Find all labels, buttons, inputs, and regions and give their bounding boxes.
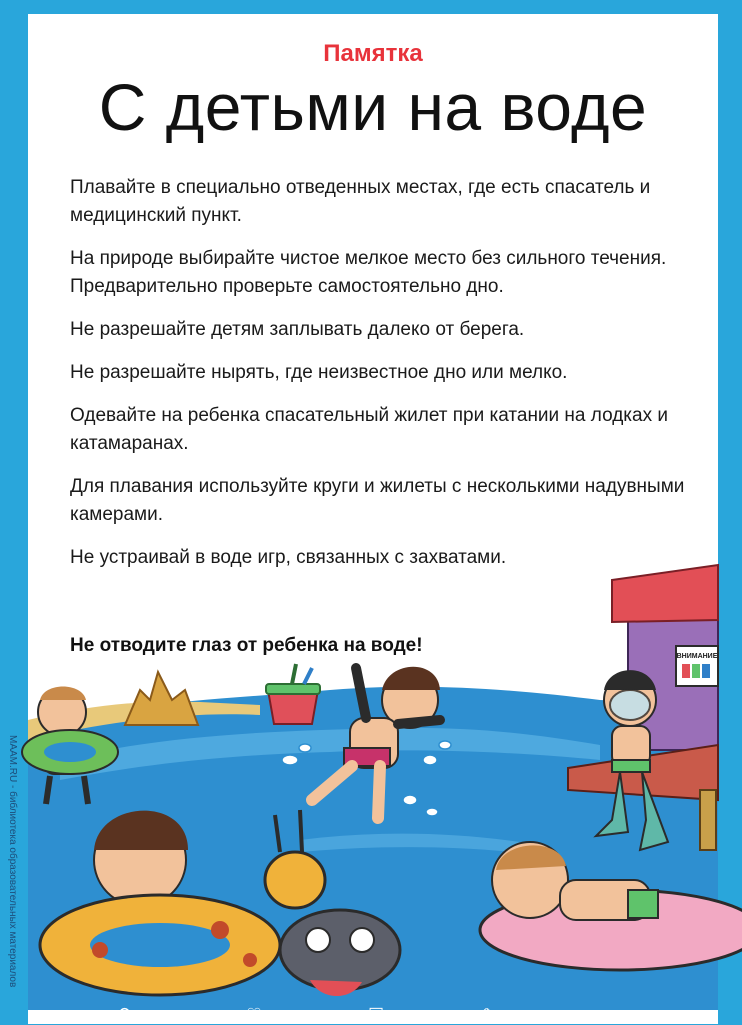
watermark: MAAM.RU - библиотека образовательных материалов bbox=[7, 735, 18, 988]
edit-icon[interactable]: ✎ bbox=[482, 1005, 498, 1025]
bottom-toolbar bbox=[0, 1004, 742, 1024]
rule-item: Плавайте в специально отведенных местах, где есть спасатель и медицинский пункт. bbox=[70, 177, 651, 226]
person-icon[interactable]: ⚲ bbox=[118, 1005, 132, 1025]
sand-castle bbox=[125, 672, 198, 725]
rule-item: Не разрешайте детям заплывать далеко от берега. bbox=[70, 319, 525, 340]
rule-item: На природе выбирайте чистое мелкое место без сильного течения. Предварительно проверьте самостоятельно дно. bbox=[70, 248, 667, 297]
toy-bucket bbox=[266, 664, 320, 724]
heart-icon[interactable]: ♡ bbox=[246, 1005, 263, 1025]
memo-subtitle: Памятка bbox=[323, 40, 423, 67]
sign-label: ВНИМАНИЕ bbox=[676, 653, 718, 660]
page-title: С детьми на воде bbox=[98, 70, 648, 144]
rule-item: Не разрешайте нырять, где неизвестное дно или мелко. bbox=[70, 362, 568, 383]
rule-item: Для плавания используйте круги и жилеты с несколькими надувными камерами. bbox=[70, 476, 685, 525]
rule-item: Не устраивай в воде игр, связанных с захватами. bbox=[70, 547, 507, 568]
rule-item: Одевайте на ребенка спасательный жилет при катании на лодках и катамаранах. bbox=[70, 405, 668, 454]
final-warning: Не отводите глаз от ребенка на воде! bbox=[70, 635, 423, 656]
bookmark-icon[interactable]: ☐ bbox=[368, 1005, 385, 1025]
menu-icon[interactable]: ─ bbox=[604, 1005, 617, 1025]
